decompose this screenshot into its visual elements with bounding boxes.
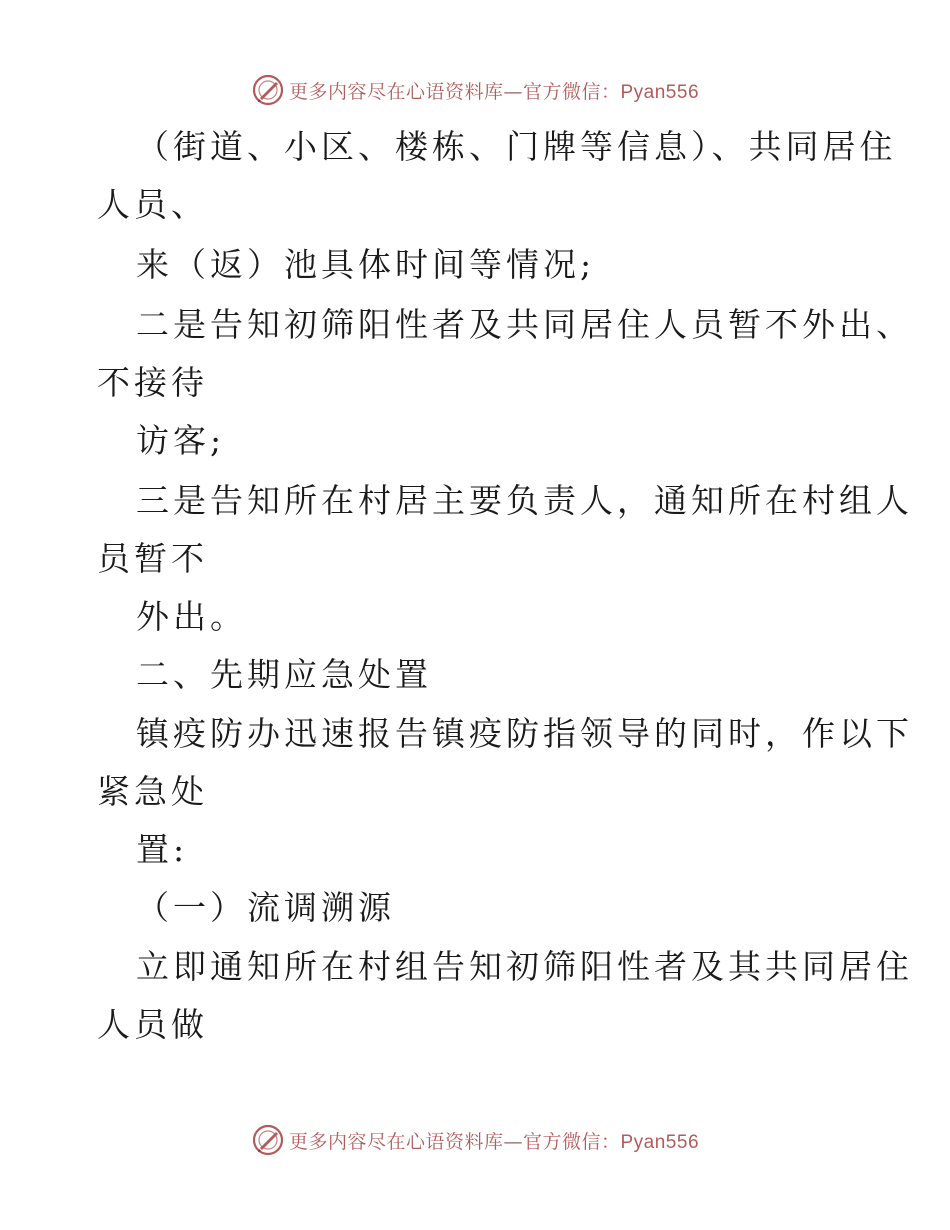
text-line: 来（返）池具体时间等情况; [136,245,596,284]
footer-watermark [0,1120,950,1160]
text-line: 不接待 [97,363,208,402]
text-line: 外出。 [136,597,247,636]
text-line: 人员、 [97,185,208,224]
text-line: 员暂不 [97,539,208,578]
watermark-text: 更多内容尽在心语资料库—官方微信：Pyan556 [288,1130,700,1153]
text-line: 置: [136,830,189,869]
subsection-heading: （一）流调溯源 [136,888,395,927]
text-line: 人员做 [97,1005,208,1044]
text-line: 立即通知所在村组告知初筛阳性者及其共同居住 [136,947,913,986]
watermark-text: 更多内容尽在心语资料库—官方微信：Pyan556 [288,80,700,103]
text-line: 访客; [136,421,226,460]
text-line: 紧急处 [97,772,208,811]
section-heading: 二、先期应急处置 [136,655,432,694]
text-line: 镇疫防办迅速报告镇疫防指领导的同时，作以下 [136,714,913,753]
text-line: 二是告知初筛阳性者及共同居住人员暂不外出、 [136,305,913,344]
text-line: 三是告知所在村居主要负责人，通知所在村组人 [136,481,913,520]
text-line: （街道、小区、楼栋、门牌等信息）、共同居住 [136,127,897,166]
watermark-logo-icon [251,1123,285,1157]
